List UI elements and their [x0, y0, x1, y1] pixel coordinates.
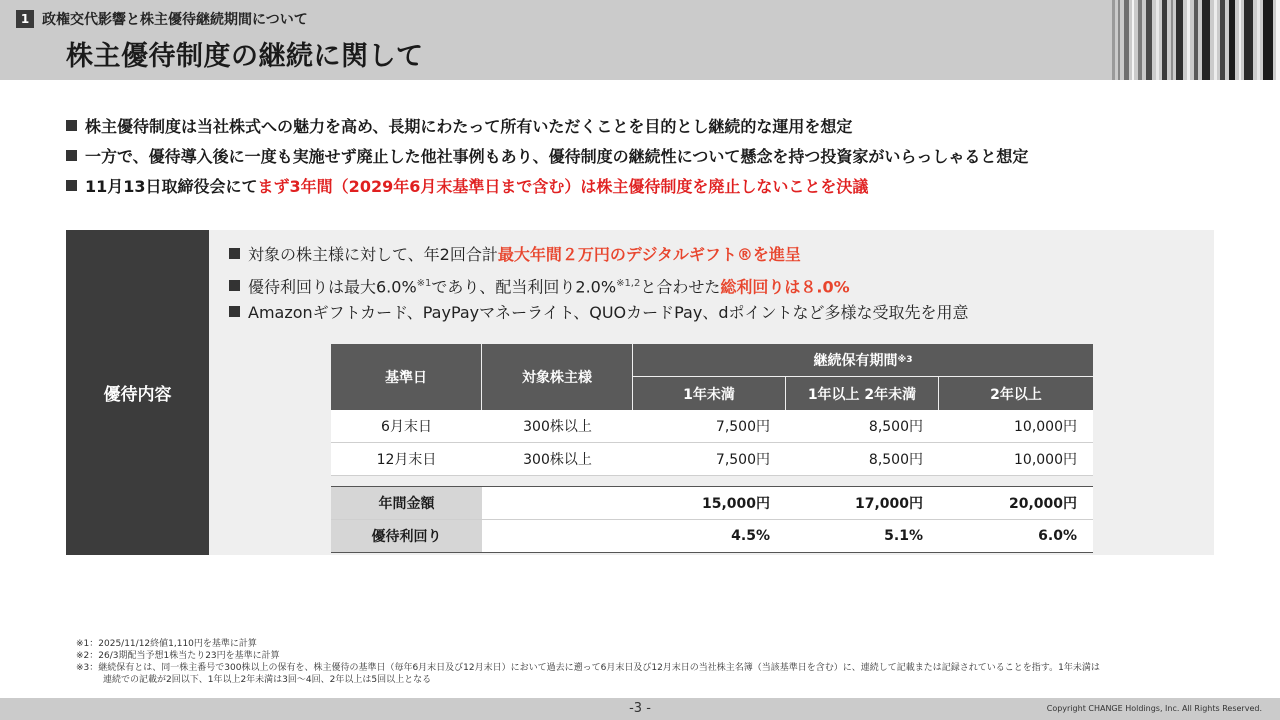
table-row: 12月末日 300株以上 7,500円 8,500円 10,000円 [331, 443, 1093, 476]
square-bullet-icon [229, 248, 240, 259]
table-row: 6月末日 300株以上 7,500円 8,500円 10,000円 [331, 410, 1093, 443]
benefit-point-3: Amazonギフトカード、PayPayマネーライト、QUOカードPay、dポイントなど多様な受取先を用意 [229, 298, 969, 327]
page-number: -3 - [629, 701, 651, 716]
benefit-points [229, 240, 969, 327]
header-period-1: 1年未満 [633, 377, 786, 410]
square-bullet-icon [66, 180, 77, 191]
copyright: Copyright CHANGE Holdings, Inc. All Rights Reserved. [1046, 704, 1262, 713]
yield-row: 優待利回り 4.5% 5.1% 6.0% [331, 520, 1093, 553]
table-header [331, 344, 1093, 410]
page-title: 株主優待制度の継続に関して [66, 41, 424, 72]
bullet-3-highlight: まず3年間（2029年6月末基準日まで含む）は株主優待制度を廃止しないことを決議 [257, 177, 869, 196]
header-target: 対象株主様 [482, 344, 633, 410]
square-bullet-icon [229, 280, 240, 291]
square-bullet-icon [66, 120, 77, 131]
bullet-3: 11月13日取締役会にてまず3年間（2029年6月末基準日まで含む）は株主優待制度を廃止しないことを決議 [66, 172, 1028, 202]
summary-bullets [66, 112, 1028, 202]
footnote-3-continued: 連続での記載が2回以下、1年以上2年未満は3回～4回、2年以上は5回以上となる [103, 675, 432, 685]
bullet-1: 株主優待制度は当社株式への魅力を高め、長期にわたって所有いただくことを目的とし継続的な運用を想定 [66, 112, 1028, 142]
section-title: 政権交代影響と株主優待継続期間について [42, 12, 308, 28]
decorative-stripes [1108, 0, 1280, 80]
footnotes [76, 638, 1100, 686]
benefit-table [331, 344, 1093, 553]
footnote-3: ※3：継続保有とは、同一株主番号で300株以上の保有を、株主優待の基準日（毎年6月末日及び12月末日）において過去に遡って6月末日及び12月末日の当社株主名簿（当該基準日を含む）に、連続して記載または記録されていることを指す。1年未満は [76, 663, 1100, 673]
header-date: 基準日 [331, 344, 482, 410]
slide-footer [0, 698, 1280, 720]
footnote-1: ※1：2025/11/12終値1,110円を基準に計算 [76, 639, 257, 649]
benefit-point-1: 対象の株主様に対して、年2回合計最大年間２万円のデジタルギフト®を進呈 [229, 240, 969, 269]
annual-total-row: 年間金額 15,000円 17,000円 20,000円 [331, 487, 1093, 520]
benefit-point-2: 優待利回りは最大6.0%$^{※1}$であり、配当利回り2.0%$^{※1,2}$と合わせた総利回りは８.0% [229, 269, 969, 298]
panel-side-label: 優待内容 [66, 230, 209, 555]
table-spacer [331, 476, 1093, 487]
section-number-badge: 1 [16, 10, 34, 28]
square-bullet-icon [66, 150, 77, 161]
footnote-2: ※2：26/3期配当予想1株当たり23円を基準に計算 [76, 651, 280, 661]
slide-header [0, 0, 1280, 80]
bullet-2: 一方で、優待導入後に一度も実施せず廃止した他社事例もあり、優待制度の継続性について懸念を持つ投資家がいらっしゃると想定 [66, 142, 1028, 172]
square-bullet-icon [229, 306, 240, 317]
header-period-2: 1年以上 2年未満 [786, 377, 939, 410]
header-period: 継続保有期間 ※3 [633, 344, 1093, 377]
header-period-3: 2年以上 [939, 377, 1093, 410]
